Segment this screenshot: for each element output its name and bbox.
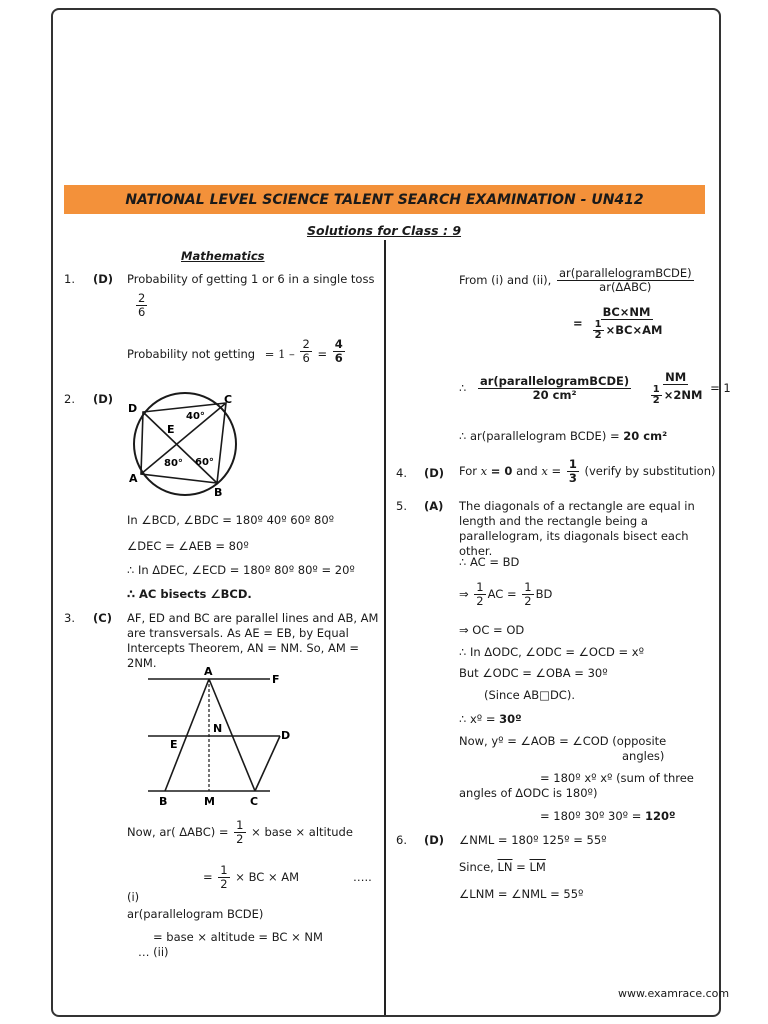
q2-angle-40: 40° [186,411,205,422]
q4-number: 4. [396,466,407,480]
q2-label-e: E [167,423,175,436]
q2-angle-60: 60° [195,457,214,468]
q5-l8: Now, yº = ∠AOB = ∠COD (opposite [459,734,667,748]
r-step-den-rest: ×BC×AM [605,323,663,337]
q3-area-pre: Now, ar( ΔABC) = [127,825,229,839]
r-step-eq: = [573,316,583,330]
q1-answer: (D) [93,272,114,286]
q5-l2-end: BD [535,587,553,601]
column-divider [384,240,386,1015]
q3-label-f: F [272,673,280,686]
q4-eq-zero: = 0 [490,464,513,478]
q3-area-line: Now, ar( ΔABC) = $\frac{1}{2}$ × base × altitude [127,818,353,846]
q1-expr-num: 2 [302,337,310,351]
q5-number: 5. [396,499,407,513]
q5-l2-half-den-b: 2 [524,594,532,608]
r-t-num: ar(parallelogramBCDE) [479,374,630,388]
q3-line-ac [209,679,255,791]
q2-diagonal-db [143,412,217,483]
q1-not-line [127,337,347,368]
q2-label-b: B [214,486,223,499]
q5-l11 [540,809,676,823]
q5-l11-val: 120º [645,809,676,823]
r-final-pre: ∴ ar(parallelogram BCDE) = [459,429,620,443]
q3-dots: ….. [353,870,372,884]
q3-ref-ii: … (ii) [138,945,169,959]
q1-number: 1. [64,272,75,286]
footer-url[interactable]: www.examrace.com [618,987,730,1000]
q5-l2-arrow: ⇒ [459,587,469,601]
solutions-subtitle: Solutions for Class : 9 [306,223,462,238]
q1-res-num: 4 [334,337,343,351]
q3-label-a: A [204,665,213,678]
q4-x1: x [480,464,488,478]
q2-label-d: D [128,402,138,415]
q5-text: The diagonals of a rectangle are equal in length and the rectangle being a parallelogram, its diagonals bisect each other. [459,499,695,558]
q5-l11-pre: = 180º 30º 30º = [540,809,642,823]
r-nm-half-den: 2 [652,395,660,406]
r-therefore: ∴ [459,381,467,395]
r-from-text: From (i) and (ii), [459,273,552,287]
q3-label-m: M [204,795,215,808]
q2-number: 2. [64,392,75,406]
q1-eq: = [317,347,328,361]
q2-line3: ∴ In ΔDEC, ∠ECD = 180º 80º 80º = 20º [127,563,355,577]
r-nm-half-num: 1 [652,384,660,395]
q5-l2-half-num-b: 1 [524,580,532,594]
q3-ref-i: (i) [127,890,140,904]
q5-l1: ∴ AC = BD [459,555,520,569]
q2-circle-diagram [124,388,242,500]
q6-l2-pre: Since, [459,860,494,874]
q3-area2-pre: = [203,870,213,884]
r-step-num: BC×NM [602,305,651,319]
q3-area2-line: = $\frac{1}{2}$ × BC × AM [203,863,300,891]
r-step-half-num: 1 [594,319,602,330]
q3-label-b: B [159,795,168,808]
q3-area-post: × base × altitude [251,825,353,839]
q5-l2-mid: AC = [487,587,517,601]
q5-l3: ⇒ OC = OD [459,623,525,637]
q6-l2-eq: = [516,860,526,874]
exam-title-banner [64,185,705,214]
r-final-val: 20 cm² [623,429,668,443]
q3-line-ab [165,679,209,791]
r-final-line [459,429,667,443]
q6-answer: (D) [424,833,445,847]
q3-text: AF, ED and BC are parallel lines and AB, AM are transversals. As AE = EB, by Equal Intercepts Theorem, AN = NM. So, AM = 2NM. [127,611,379,670]
q5-l6: (Since AB□DC). [484,688,575,702]
q4-answer: (D) [424,466,445,480]
q1-text: Probability of getting 1 or 6 in a single toss [127,272,375,286]
r-ratio-num: ar(parallelogramBCDE) [558,266,692,280]
q1-expr-pre: = 1 – [264,347,295,361]
q1-fraction [134,292,149,319]
q3-label-e: E [170,738,178,751]
q2-angle-80: 80° [164,458,183,469]
exam-title: NATIONAL LEVEL SCIENCE TALENT SEARCH EXAMINATION - UN412 [125,191,644,208]
q3-area2-post: × BC × AM [235,870,300,884]
q5-l7-val: 30º [499,712,522,726]
q2-quadrilateral [141,403,226,483]
q4-eq: = [551,464,562,478]
r-therefore-line [459,371,731,406]
q4-f-num: 1 [568,457,577,471]
q1-frac-den: 6 [138,305,146,319]
q1-expr-den: 6 [302,351,310,365]
q2-line2: ∠DEC = ∠AEB = 80º [127,539,249,553]
q2-line4: ∴ AC bisects ∠BCD. [127,587,252,601]
q5-answer: (A) [424,499,444,513]
q6-l1: ∠NML = 180º 125º = 55º [459,833,607,847]
q1-res-den: 6 [334,351,343,365]
r-t-den: 20 cm² [532,388,577,402]
q3-par-eq: = base × altitude = BC × NM [153,930,323,944]
q3-parallel-lines-diagram [145,663,305,809]
q4-f-den: 3 [568,471,577,485]
r-step-line [573,306,666,341]
q4-and: and [516,464,538,478]
r-eq-one: = 1 [710,381,731,395]
section-title: Mathematics [181,249,265,263]
q2-label-a: A [129,472,138,485]
q5-l9: = 180º xº xº (sum of three [540,771,694,785]
q5-l2 [459,581,552,608]
r-ratio-den: ar(ΔABC) [599,280,652,294]
q3-number: 3. [64,611,75,625]
q6-number: 6. [396,833,407,847]
q5-l7-pre: ∴ xº = [459,712,496,726]
q3-par-line: ar(parallelogram BCDE) [127,907,264,921]
r-nm-rest: ×2NM [663,388,703,402]
q3-line-dc [255,736,280,791]
q3-label-n: N [213,722,223,735]
r-nm-num: NM [665,370,687,384]
q2-answer: (D) [93,392,114,406]
q5-l2-half-den-a: 2 [476,594,484,608]
q4-post: (verify by substitution) [584,464,716,478]
q3-label-d: D [281,729,291,742]
q4-line [459,458,715,485]
q5-l10: angles of ΔODC is 180º) [459,786,598,800]
q5-l5: But ∠ODC = ∠OBA = 30º [459,666,608,680]
q5-l8b: angles) [622,749,665,763]
q1-not-text: Probability not getting [127,347,256,361]
q3-label-c: C [250,795,259,808]
q5-l7 [459,712,522,726]
r-step-half-den: 2 [594,330,602,341]
q6-l2-lm: $\overline{LM}$ [529,860,546,874]
q1-frac-num: 2 [138,291,146,305]
q5-l2-half-num-a: 1 [476,580,484,594]
q6-l3: ∠LNM = ∠NML = 55º [459,887,584,901]
q2-line1: In ∠BCD, ∠BDC = 180º 40º 60º 80º [127,513,335,527]
q2-label-c: C [224,393,233,406]
r-from-line [459,267,696,294]
q4-x2: x [541,464,548,478]
q3-answer: (C) [93,611,112,625]
q4-pre: For [459,464,477,478]
q5-l4: ∴ In ΔODC, ∠ODC = ∠OCD = xº [459,645,645,659]
q6-l2 [459,860,546,874]
q6-l2-ln: $\overline{LN}$ [497,860,513,874]
